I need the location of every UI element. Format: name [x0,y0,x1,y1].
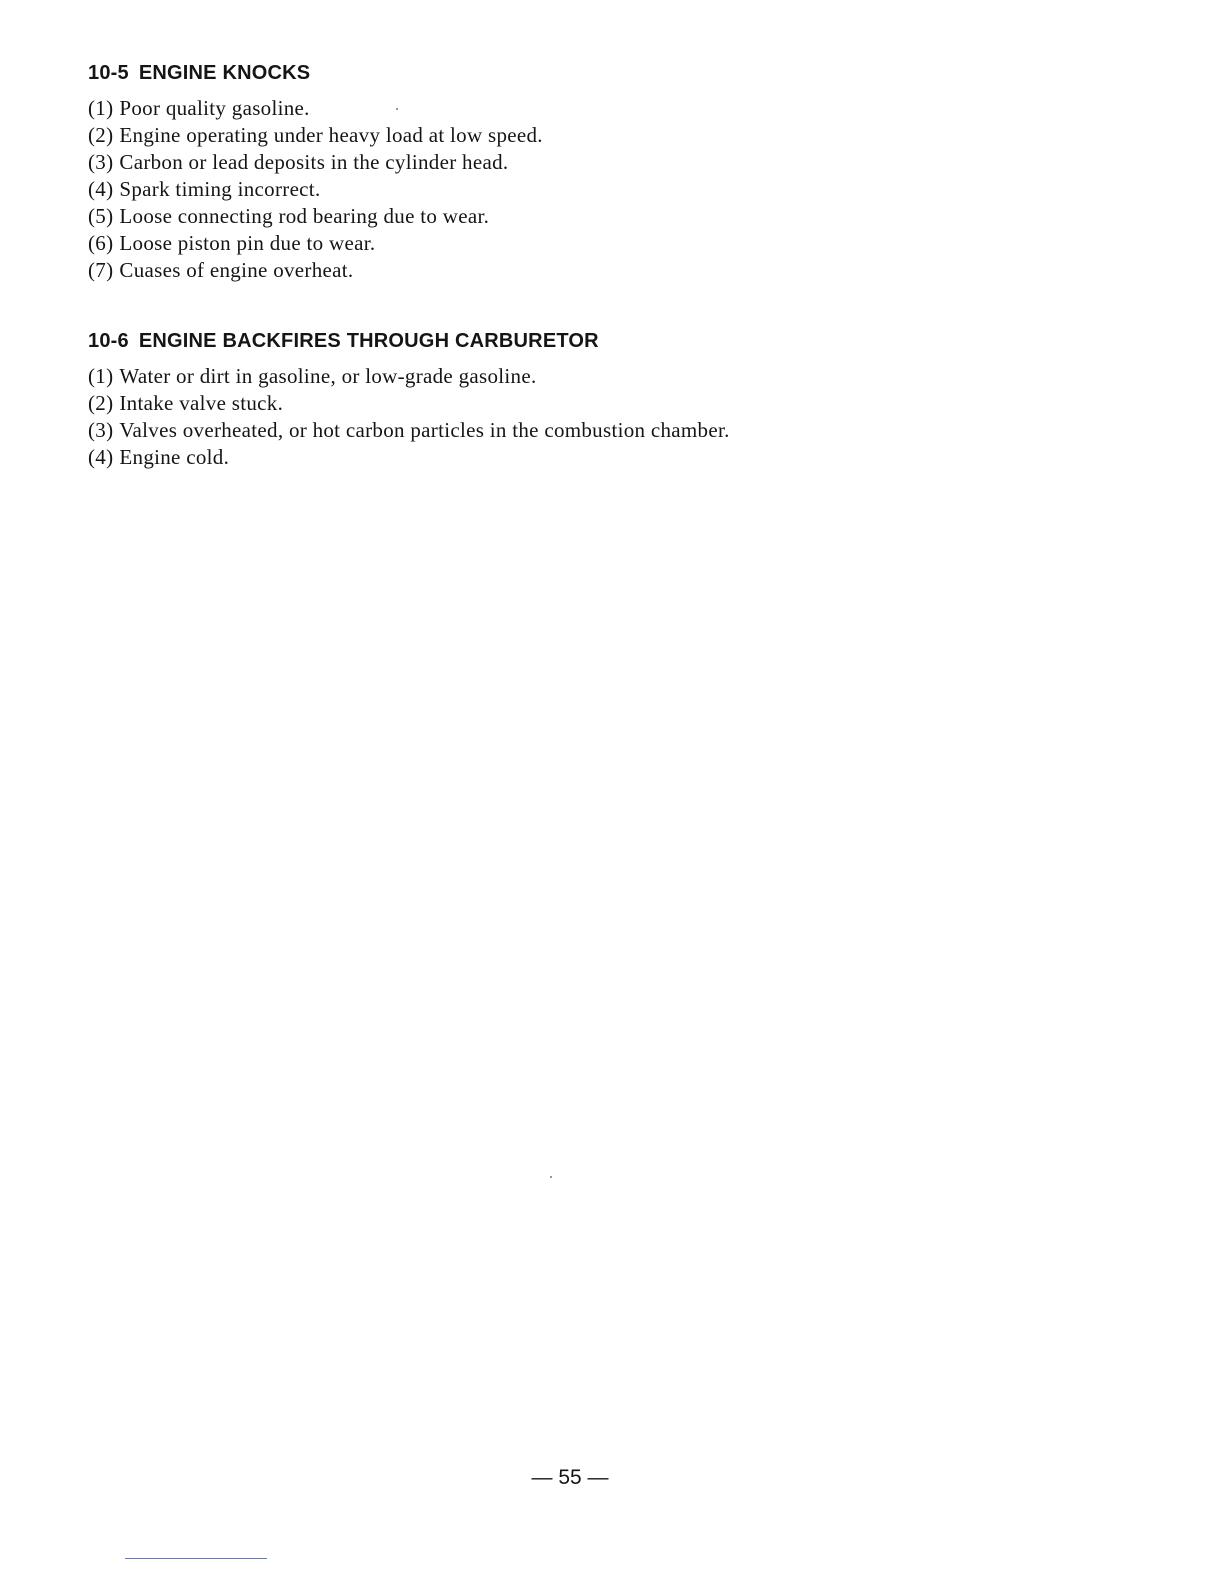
item-text: Intake valve stuck. [119,391,284,415]
section-engine-knocks [88,60,543,284]
list-item [88,95,543,122]
section-title: ENGINE KNOCKS [138,62,311,84]
list-item [88,122,543,149]
item-marker: (3) [88,150,114,174]
item-text: Loose connecting rod bearing due to wear. [119,204,490,228]
list-item [88,390,730,417]
list-item [88,257,543,284]
item-text: Poor quality gasoline. [119,96,310,120]
list-item [88,417,730,444]
scan-speck [396,108,398,110]
item-text: Water or dirt in gasoline, or low-grade gasoline. [119,364,537,388]
item-marker: (2) [88,123,114,147]
item-text: Carbon or lead deposits in the cylinder head. [119,150,509,174]
item-marker: (1) [88,96,114,120]
list-item [88,203,543,230]
item-marker: (6) [88,231,114,255]
section-heading [88,60,543,86]
list-item [88,444,730,471]
section-number: 10-6 [88,330,129,352]
item-marker: (1) [88,364,114,388]
item-text: Cuases of engine overheat. [119,258,354,282]
item-text: Spark timing incorrect. [119,177,321,201]
item-text: Valves overheated, or hot carbon particles in the combustion chamber. [119,418,730,442]
item-marker: (2) [88,391,114,415]
cause-list [88,363,730,471]
page-number: — 55 — [531,1466,609,1489]
item-marker: (3) [88,418,114,442]
list-item [88,149,543,176]
item-marker: (4) [88,445,114,469]
footer-rule [125,1558,267,1559]
scan-speck [550,1176,552,1178]
item-marker: (5) [88,204,114,228]
section-title: ENGINE BACKFIRES THROUGH CARBURETOR [138,330,599,352]
list-item [88,230,543,257]
item-marker: (4) [88,177,114,201]
item-text: Loose piston pin due to wear. [119,231,376,255]
section-heading [88,328,730,354]
section-engine-backfires [88,328,730,471]
item-marker: (7) [88,258,114,282]
cause-list [88,95,543,284]
list-item [88,363,730,390]
section-number: 10-5 [88,62,129,84]
list-item [88,176,543,203]
item-text: Engine cold. [119,445,230,469]
item-text: Engine operating under heavy load at low speed. [119,123,543,147]
